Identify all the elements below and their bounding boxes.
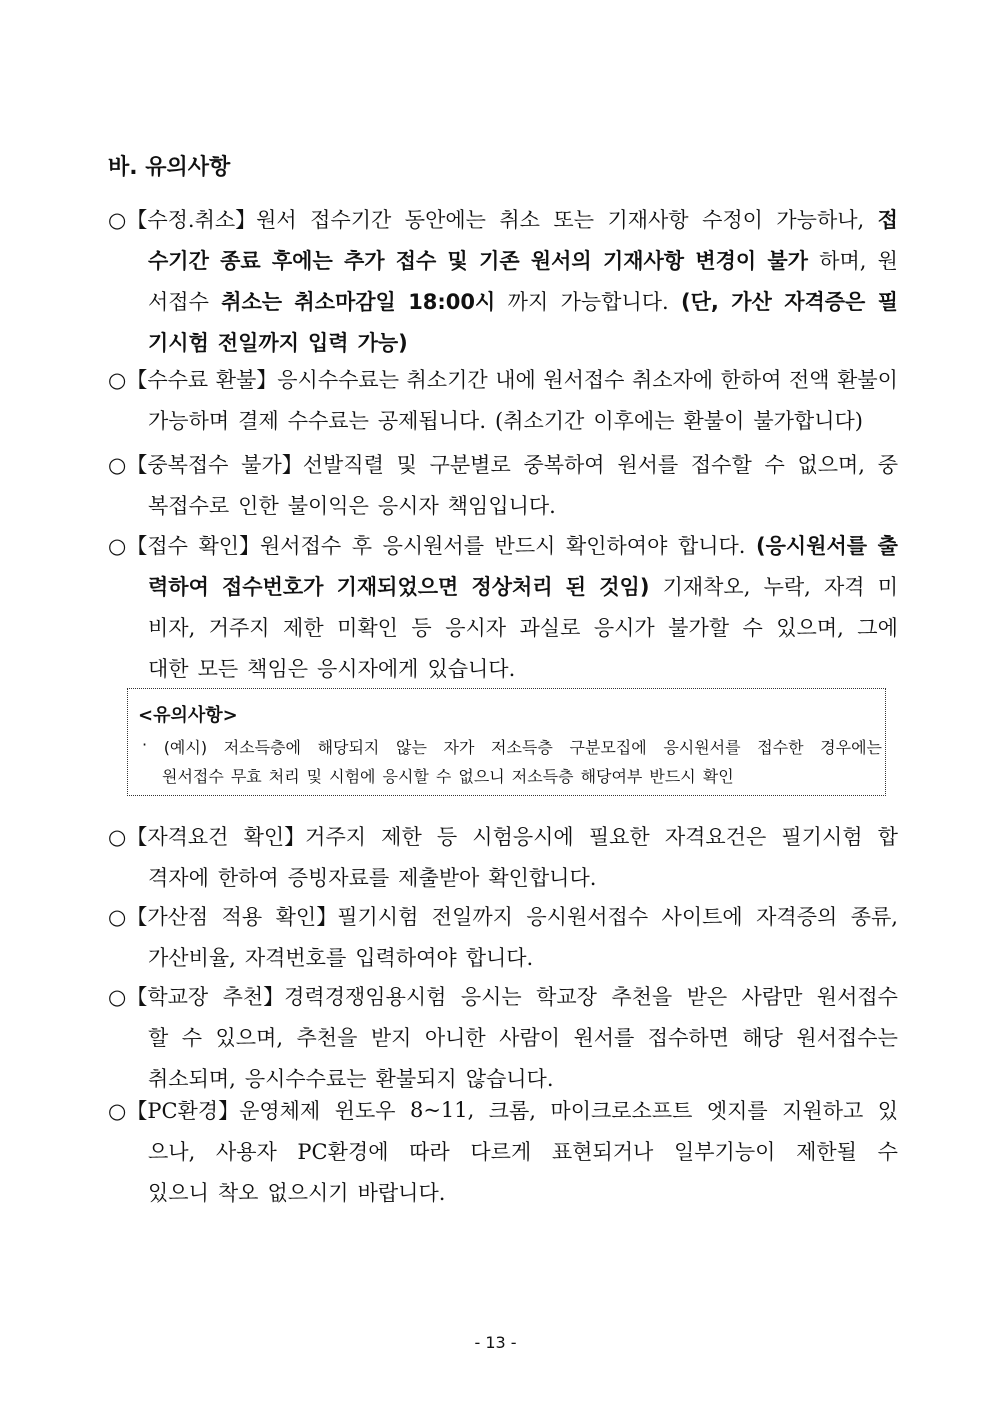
word: 있으니 — [148, 1180, 209, 1205]
notice-line — [108, 484, 898, 525]
word: 확인】필기시험 — [275, 904, 419, 929]
word: 그에 — [857, 615, 898, 640]
word: 수기간 — [148, 248, 209, 273]
word: 환불】응시수수료는 — [215, 367, 399, 392]
word: ○【수수료 — [108, 367, 209, 392]
word: 결제 — [238, 408, 279, 433]
word: PC환경에 — [297, 1139, 389, 1164]
word: 미확인 — [337, 615, 398, 640]
notice-line — [108, 815, 898, 856]
notice-line — [108, 280, 898, 321]
word: 추가 — [343, 248, 385, 273]
word: ○【PC환경】운영체제 — [108, 1098, 321, 1123]
word: 적용 — [221, 904, 263, 929]
caution-box-line-1 — [142, 735, 882, 758]
word: 아니한 — [424, 1025, 486, 1050]
word: 책임은 — [247, 656, 309, 681]
word: 없으며, — [797, 452, 865, 477]
word: 및 — [396, 452, 417, 477]
word: 까지 — [507, 289, 549, 314]
word: 종료 — [220, 248, 261, 273]
word: 합니다. — [465, 945, 534, 970]
word: 기시험 — [148, 330, 209, 355]
word: 환불이 — [683, 408, 745, 433]
word: ○【수정.취소】원서 — [108, 207, 297, 232]
word: 수정이 — [702, 207, 763, 232]
word: 기재사항 — [607, 207, 689, 232]
word: 모든 — [197, 656, 239, 681]
word: 불가할 — [668, 615, 730, 640]
word: 원서의 — [530, 248, 592, 273]
word: 입력 — [308, 330, 349, 355]
word: 불가합니다) — [753, 408, 863, 433]
word: 따라 — [409, 1139, 450, 1164]
word: 가산 — [731, 289, 772, 314]
word: (응시원서를 — [756, 533, 868, 558]
word: 없으시기 — [267, 1180, 349, 1205]
word: 제한 — [381, 824, 422, 849]
word: 누락, — [763, 574, 811, 599]
word: 응시는 — [460, 984, 522, 1009]
word: 확인 — [702, 767, 734, 786]
word: 자격요건은 — [664, 824, 767, 849]
word: 응시가 — [593, 615, 655, 640]
word: 마이크로소프트 — [550, 1098, 693, 1123]
word: 가능합니다. — [560, 289, 669, 314]
word: 기재사항 — [602, 248, 685, 273]
word: 수 — [742, 615, 763, 640]
word: 다르게 — [470, 1139, 532, 1164]
word: 있으며, — [215, 1025, 284, 1050]
word: 동안에는 — [404, 207, 486, 232]
notice-item — [108, 443, 898, 525]
notice-line — [108, 936, 898, 977]
word: ○【중복접수 — [108, 452, 229, 477]
word: 및 — [447, 248, 468, 273]
word: 가능하며 — [148, 408, 230, 433]
word: 무효 — [230, 767, 262, 786]
word: 추천을 — [611, 984, 673, 1009]
word: 받지 — [370, 1025, 412, 1050]
notice-line — [108, 606, 898, 647]
word: 취소 — [499, 207, 540, 232]
notice-item — [108, 895, 898, 977]
notice-line — [108, 1016, 898, 1057]
word: 불이익은 — [287, 493, 369, 518]
word: 기존 — [479, 248, 520, 273]
word: 이후에는 — [593, 408, 675, 433]
word: 받은 — [686, 984, 728, 1009]
notice-line — [108, 239, 898, 280]
word: 과실로 — [519, 615, 581, 640]
notice-item — [108, 358, 898, 440]
word: 자격증의 — [756, 904, 838, 929]
word: 원서를 — [573, 1025, 635, 1050]
word: 경우에는 — [820, 738, 882, 757]
word: 엣지를 — [706, 1098, 768, 1123]
word: 한하여 — [217, 865, 279, 890]
word: 필 — [877, 289, 898, 314]
word: 수 — [877, 1139, 898, 1164]
word: 않는 — [395, 738, 427, 757]
word: 전일까지 — [217, 330, 300, 355]
word: 중 — [877, 452, 898, 477]
word: 취소기간 — [406, 367, 488, 392]
word: 수 — [181, 1025, 203, 1050]
caution-box-line-2 — [162, 764, 734, 787]
word: 저소득층 — [511, 767, 574, 786]
word: ○【자격요건 — [108, 824, 229, 849]
word: 응시원서접수 — [526, 904, 649, 929]
word: 기재착오, — [662, 574, 751, 599]
word: (예시) — [163, 738, 208, 757]
word: 접수할 — [690, 452, 752, 477]
word: 제한 — [283, 615, 324, 640]
word: 착오 — [217, 1180, 259, 1205]
word: 으나, — [148, 1139, 196, 1164]
word: 자가 — [443, 738, 475, 757]
word: 확인합니다. — [488, 865, 597, 890]
word: 미 — [877, 574, 898, 599]
word: 수 — [435, 767, 452, 786]
word: 응시수수료는 — [244, 1066, 367, 1091]
word: 응시원서를 — [382, 533, 484, 558]
word: 환불이 — [837, 367, 898, 392]
word: 필요한 — [588, 824, 650, 849]
word: 응시자에게 — [317, 656, 419, 681]
word: 않습니다. — [465, 1066, 554, 1091]
notice-item — [108, 524, 898, 688]
notice-line — [108, 321, 898, 362]
word: 접수한 — [757, 738, 804, 757]
word: 저소득층 — [491, 738, 553, 757]
word: 후에는 — [271, 248, 333, 273]
word: · — [142, 735, 148, 754]
word: 있 — [877, 1098, 898, 1123]
word: 수수료는 — [287, 408, 369, 433]
word: 중복하여 — [523, 452, 605, 477]
word: 사용자 — [215, 1139, 277, 1164]
notice-item — [108, 815, 898, 897]
word: 합니다. — [677, 533, 746, 558]
word: 표현되거나 — [551, 1139, 654, 1164]
word: 처리 — [268, 767, 300, 786]
word: 서접수 — [148, 289, 209, 314]
word: 접수기간 — [310, 207, 392, 232]
word: 변경이 — [695, 248, 757, 273]
word: 입력하여야 — [355, 945, 457, 970]
word: 윈도우 — [334, 1098, 396, 1123]
word: 등 — [436, 824, 458, 849]
word: 해당여부 — [580, 767, 643, 786]
notice-line — [108, 524, 898, 565]
word: 응시자 — [377, 493, 439, 518]
word: 확인하여야 — [565, 533, 668, 558]
word: 하며, — [819, 248, 867, 273]
word: 반드시 — [494, 533, 556, 558]
word: 접수하면 — [647, 1025, 729, 1050]
word: 접 — [877, 207, 898, 232]
word: 증빙자료를 — [287, 865, 390, 890]
word: 기재되었으면 — [336, 574, 459, 599]
word: 등 — [411, 615, 432, 640]
word: ○【학교장 — [108, 984, 209, 1009]
word: 응시할 — [382, 767, 429, 786]
notice-line — [108, 895, 898, 936]
word: 취소자에 — [631, 367, 714, 392]
word: 원서접수 — [543, 367, 625, 392]
word: 및 — [306, 767, 323, 786]
word: 있습니다. — [427, 656, 516, 681]
notice-line — [108, 975, 898, 1016]
word: 책임입니다. — [447, 493, 556, 518]
word: 자격 — [823, 574, 865, 599]
word: 저소득층에 — [223, 738, 301, 757]
word: 구분모집에 — [569, 738, 647, 757]
word: 시험응시에 — [472, 824, 574, 849]
notice-line — [108, 647, 898, 688]
caution-box-title: <유의사항> — [138, 705, 238, 726]
word: 것임) — [599, 574, 650, 599]
word: 추천】경력경쟁임용시험 — [222, 984, 447, 1009]
word: 확인】거주지 — [243, 824, 367, 849]
word: 력하여 — [148, 574, 209, 599]
word: 제출받아 — [398, 865, 480, 890]
word: 있으며, — [776, 615, 844, 640]
word: 원서접수 — [816, 984, 898, 1009]
word: 비자, — [148, 615, 196, 640]
word: 된 — [565, 574, 587, 599]
word: 반드시 — [649, 767, 696, 786]
word: 해당되지 — [317, 738, 380, 757]
notice-line — [108, 358, 898, 399]
word: 원서를 — [617, 452, 679, 477]
word: 전액 — [789, 367, 830, 392]
word: 지원하고 — [782, 1098, 864, 1123]
word: 또는 — [553, 207, 594, 232]
word: 대한 — [148, 656, 189, 681]
word: 일부기능이 — [673, 1139, 776, 1164]
word: 사람이 — [499, 1025, 561, 1050]
word: 제한될 — [796, 1139, 857, 1164]
notice-item — [108, 198, 898, 362]
notice-line — [108, 399, 898, 440]
word: 사람만 — [741, 984, 803, 1009]
word: 응시자 — [445, 615, 507, 640]
word: 격자에 — [148, 865, 209, 890]
word: 할 — [148, 1025, 169, 1050]
word: 자격번호를 — [244, 945, 347, 970]
notice-line — [108, 1130, 898, 1171]
word: 종류, — [850, 904, 898, 929]
word: (취소기간 — [495, 408, 585, 433]
word: 접수번호가 — [222, 574, 324, 599]
word: 환불되지 — [375, 1066, 457, 1091]
word: 가산비율, — [148, 945, 236, 970]
word: 정상처리 — [471, 574, 553, 599]
word: 거주지 — [208, 615, 270, 640]
section-title: 바. 유의사항 — [108, 155, 231, 180]
word: 가능하나, — [776, 207, 865, 232]
word: 필기시험 — [781, 824, 863, 849]
word: 공제됩니다. — [377, 408, 486, 433]
word: 취소마감일 — [294, 289, 396, 314]
word: 원서접수는 — [796, 1025, 898, 1050]
page-number: - 13 - — [474, 1333, 517, 1352]
word: 원 — [877, 248, 898, 273]
word: 취소되며, — [148, 1066, 236, 1091]
word: 학교장 — [536, 984, 597, 1009]
notice-line — [108, 198, 898, 239]
word: 18:00시 — [408, 289, 496, 314]
word: 복접수로 — [148, 493, 230, 518]
word: 구분별로 — [429, 452, 511, 477]
word: 출 — [877, 533, 898, 558]
notice-item — [108, 1089, 898, 1212]
word: 전일까지 — [431, 904, 513, 929]
word: 자격증은 — [784, 289, 866, 314]
word: 원서접수 — [162, 767, 224, 786]
word: 내에 — [495, 367, 536, 392]
word: 바랍니다. — [357, 1180, 446, 1205]
word: ○【접수 — [108, 533, 188, 558]
word: 가능) — [357, 330, 408, 355]
notice-item — [108, 975, 898, 1098]
word: 크롬, — [488, 1098, 536, 1123]
word: 확인】원서접수 — [198, 533, 342, 558]
word: ○【가산점 — [108, 904, 209, 929]
word: 수 — [764, 452, 785, 477]
word: 인한 — [238, 493, 279, 518]
notice-line — [108, 565, 898, 606]
word: 불가】선발직렬 — [241, 452, 384, 477]
word: 응시원서를 — [663, 738, 741, 757]
word: (단, — [681, 289, 719, 314]
word: 시험에 — [329, 767, 376, 786]
word: 사이트에 — [661, 904, 743, 929]
notice-line — [108, 1089, 898, 1130]
word: 추천을 — [296, 1025, 358, 1050]
word: 8~11, — [409, 1097, 475, 1122]
word: 접수 — [395, 248, 437, 273]
caution-box — [127, 688, 886, 796]
word: 한하여 — [720, 367, 782, 392]
notice-line — [108, 856, 898, 897]
word: 없으니 — [458, 767, 505, 786]
word: 후 — [351, 533, 373, 558]
notice-line — [108, 443, 898, 484]
word: 해당 — [742, 1025, 783, 1050]
word: 취소는 — [221, 289, 283, 314]
notice-line — [108, 1171, 898, 1212]
word: 불가 — [767, 248, 808, 273]
word: 합 — [877, 824, 898, 849]
